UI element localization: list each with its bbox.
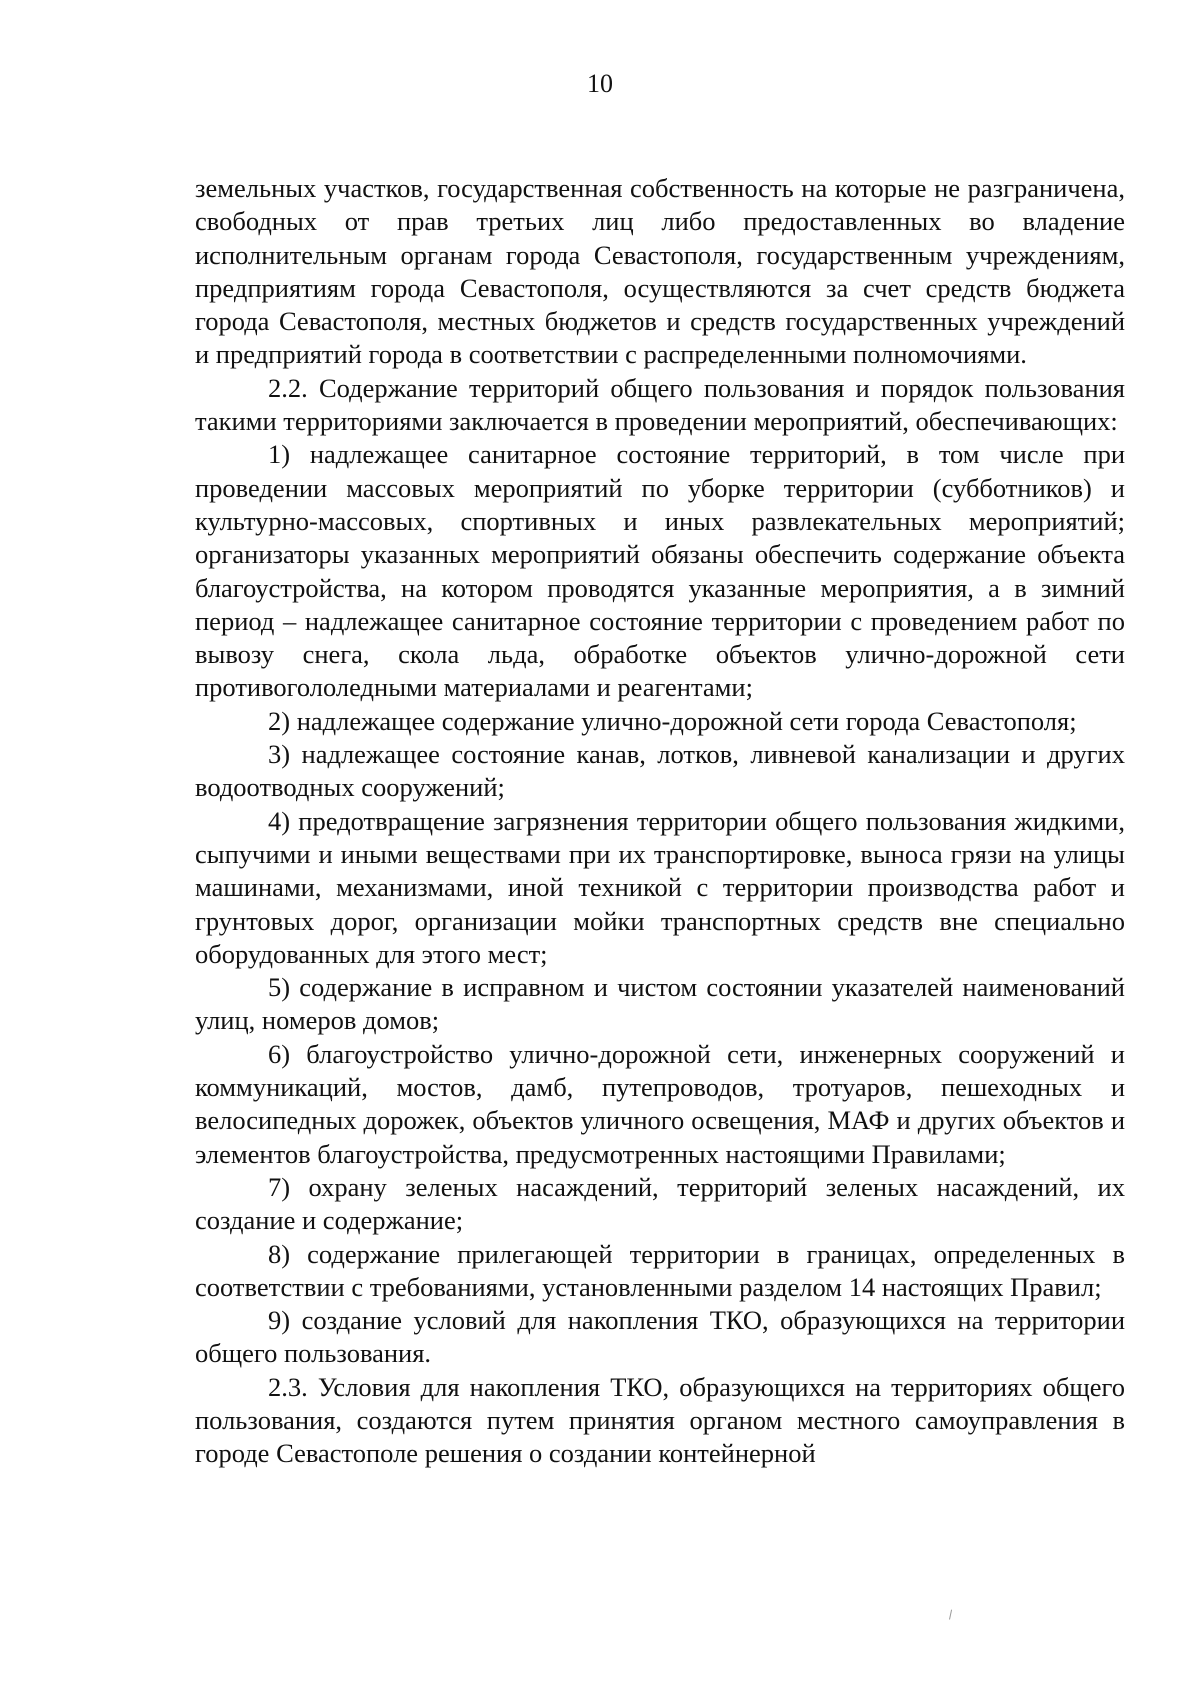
document-body xyxy=(195,172,1125,1471)
list-item-4: 4) предотвращение загрязнения территории общего пользования жидкими, сыпучими и иными веществами при их транспортировке, выноса грязи на улицы машинами, механизмами, иной техникой с территории производства работ и грунтовых дорог, организации мойки транспортных средств вне специально оборудованных для этого мест; xyxy=(195,805,1125,969)
list-item-6: 6) благоустройство улично-дорожной сети, инженерных сооружений и коммуникаций, мостов, дамб, путепроводов, тротуаров, пешеходных и велосипедных дорожек, объектов уличного освещения, МАФ и других объектов и элементов благоустройства, предусмотренных настоящими Правилами; xyxy=(195,1038,1125,1169)
list-item-3: 3) надлежащее состояние канав, лотков, ливневой канализации и других водоотводных сооружений; xyxy=(195,739,1125,803)
list-item-5: 5) содержание в исправном и чистом состоянии указателей наименований улиц, номеров домов; xyxy=(195,972,1125,1036)
list-item-2: 2) надлежащее содержание улично-дорожной сети города Севастополя; xyxy=(268,705,1077,736)
paragraph-continuation: земельных участков, государственная собственность на которые не разграничена, свободных от прав третьих лиц либо предоставленных во владение исполнительным органам города Севастополя, государственным учреждениям, предприятиям города Севастополя, осуществляются за счет средств бюджета города Севастополя, местных бюджетов и средств государственных учреждений и предприятий города в соответствии с распределенными полномочиями. xyxy=(195,173,1125,370)
list-item-7: 7) охрану зеленых насаждений, территорий зеленых насаждений, их создание и содержание; xyxy=(195,1171,1125,1236)
paragraph-2-2: 2.2. Содержание территорий общего пользования и порядок пользования такими территориями заключается в проведении мероприятий, обеспечивающих: xyxy=(195,372,1125,437)
list-item-1: 1) надлежащее санитарное состояние территорий, в том числе при проведении массовых мероприятий по уборке территории (субботников) и культурно-массовых, спортивных и иных развлекательных мероприятий; организаторы указанных мероприятий обязаны обеспечить содержание объекта благоустройства, на котором проводятся указанные мероприятия, а в зимний период – надлежащее санитарное состояние территории с проведением работ по вывозу снега, скола льда, обработке объектов улично-дорожной сети противогололедными материалами и реагентами; xyxy=(195,439,1125,703)
list-item-8: 8) содержание прилегающей территории в границах, определенных в соответствии с требованиями, установленными разделом 14 настоящих Правил; xyxy=(195,1238,1125,1302)
scan-speck xyxy=(949,1610,956,1621)
paragraph-2-3: 2.3. Условия для накопления ТКО, образующихся на территориях общего пользования, создаются путем принятия органом местного самоуправления в городе Севастополе решения о создании контейнерной xyxy=(195,1371,1125,1469)
list-item-9: 9) создание условий для накопления ТКО, образующихся на территории общего пользования. xyxy=(195,1305,1125,1369)
page-number: 10 xyxy=(587,69,613,98)
